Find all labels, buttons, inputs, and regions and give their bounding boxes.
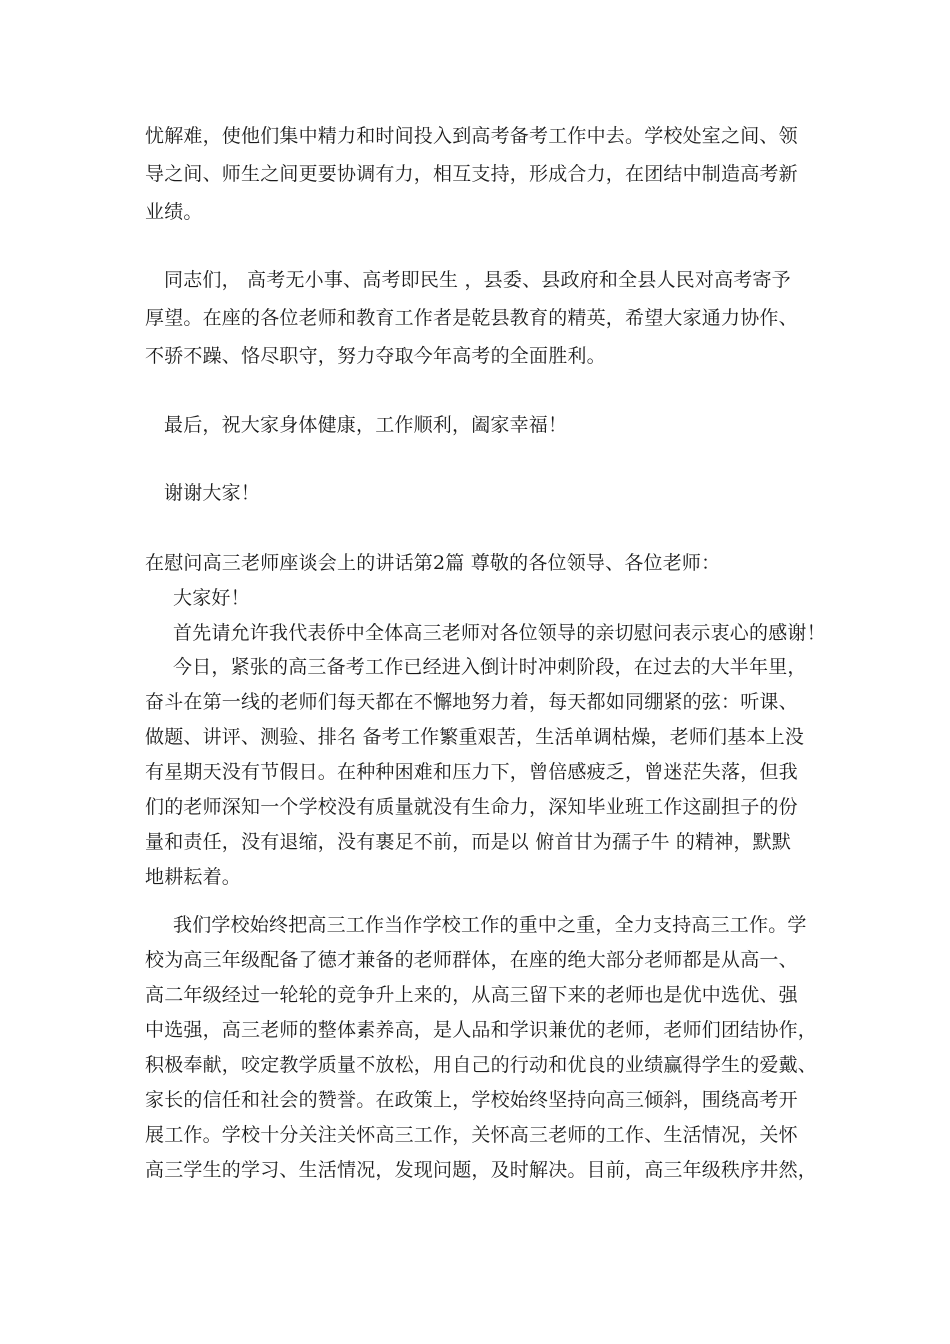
- text-line: 有星期天没有节假日。在种种困难和压力下，曾倍感疲乏，曾迷茫失落，但我: [145, 761, 798, 783]
- text-line: 忧解难，使他们集中精力和时间投入到高考备考工作中去。学校处室之间、领: [145, 125, 798, 147]
- text-line: 家长的信任和社会的赞誉。在政策上，学校始终坚持向高三倾斜，围绕高考开: [145, 1089, 798, 1111]
- text-line: 高二年级经过一轮轮的竞争升上来的，从高三留下来的老师也是优中选优、强: [145, 984, 798, 1006]
- text-line: 谢谢大家！: [164, 482, 261, 504]
- text-line: 在慰问高三老师座谈会上的讲话第2篇 尊敬的各位领导、各位老师：: [145, 552, 721, 574]
- text-line: 今日，紧张的高三备考工作已经进入倒计时冲刺阶段，在过去的大半年里，: [173, 656, 807, 678]
- text-line: 地耕耘着。: [145, 866, 242, 888]
- text-line: 首先请允许我代表侨中全体高三老师对各位领导的亲切慰问表示衷心的感谢！: [173, 622, 826, 644]
- text-line: 们的老师深知一个学校没有质量就没有生命力，深知毕业班工作这副担子的份: [145, 796, 798, 818]
- text-line: 中选强，高三老师的整体素养高，是人品和学识兼优的老师，老师们团结协作，: [145, 1019, 818, 1041]
- text-line: 导之间、师生之间更要协调有力，相互支持，形成合力，在团结中制造高考新: [145, 163, 798, 185]
- text-line: 做题、讲评、测验、排名 备考工作繁重艰苦，生活单调枯燥，老师们基本上没: [145, 726, 805, 748]
- text-line: 高三学生的学习、生活情况，发现问题，及时解决。目前，高三年级秩序井然，: [145, 1159, 818, 1181]
- text-line: 厚望。在座的各位老师和教育工作者是乾县教育的精英，希望大家通力协作、: [145, 307, 798, 329]
- text-line: 积极奉献，咬定教学质量不放松，用自己的行动和优良的业绩赢得学生的爱戴、: [145, 1054, 818, 1076]
- text-line: 不骄不躁、恪尽职守，努力夺取今年高考的全面胜利。: [145, 345, 606, 367]
- text-line: 量和责任，没有退缩，没有裹足不前，而是以 俯首甘为孺子牛 的精神，默默: [145, 831, 792, 853]
- text-line: 大家好！: [173, 587, 250, 609]
- text-line: 展工作。学校十分关注关怀高三工作，关怀高三老师的工作、生活情况，关怀: [145, 1124, 798, 1146]
- text-line: 我们学校始终把高三工作当作学校工作的重中之重，全力支持高三工作。学: [173, 914, 807, 936]
- text-line: 业绩。: [145, 201, 203, 223]
- text-line: 校为高三年级配备了德才兼备的老师群体，在座的绝大部分老师都是从高一、: [145, 949, 798, 971]
- text-line: 奋斗在第一线的老师们每天都在不懈地努力着，每天都如同绷紧的弦：听课、: [145, 691, 798, 713]
- text-line: 同志们， 高考无小事、高考即民生 ，县委、县政府和全县人民对高考寄予: [164, 269, 791, 291]
- text-line: 最后，祝大家身体健康，工作顺利，阖家幸福！: [164, 414, 568, 436]
